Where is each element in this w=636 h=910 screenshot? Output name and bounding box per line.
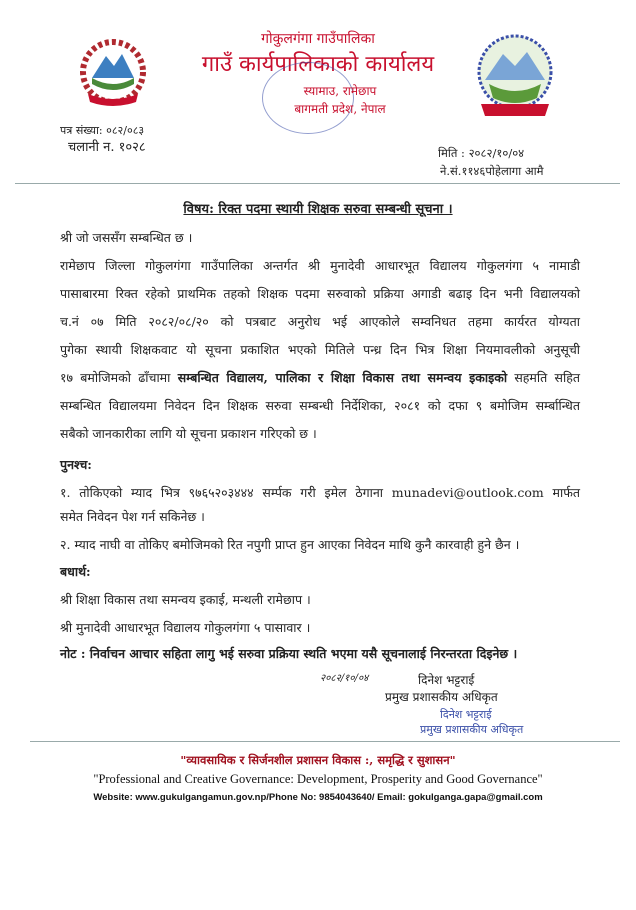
postscript-item: समेत निवेदन पेश गर्न सकिनेछ । [60, 509, 205, 524]
postscript-item: २. म्याद नाघी वा तोकिए बमोजिमको रित नपुगी प्राप्त हुन आएका निवेदन माथि कुनै कारवाही हुने छैन । [60, 537, 520, 552]
reference-number: पत्र संख्या: ०८२/०८३ [60, 124, 145, 137]
body-line: पासाबारमा रिक्त रहेको प्राथमिक तहको शिक्षक पदमा सरुवाको प्रक्रिया अगाडी बढाइ दिन भनी विद्यालयको [60, 286, 580, 301]
address-line-2: बागमती प्रदेश, नेपाल [294, 102, 386, 116]
dispatch-number: चलानी न. १०२८ [68, 140, 146, 155]
cc-heading: बधार्थ: [60, 564, 91, 579]
postscript-heading: पुनश्च: [60, 457, 92, 472]
office-name: गोकुलगंगा गाउँपालिका [261, 31, 375, 47]
office-title: गाउँ कार्यपालिकाको कार्यालय [201, 52, 435, 77]
motto-english: "Professional and Creative Governance: Development, Prosperity and Good Governance" [93, 772, 543, 786]
body-text-bold: सम्बन्धित विद्यालय, पालिका र शिक्षा विकास तथा समन्वय इकाइको [177, 370, 508, 385]
signature-date-scrawl: २०८२/१०/०४ [320, 673, 369, 684]
cc-item: श्री मुनादेवी आधारभूत विद्यालय गोकुलगंगा ५ पासावार । [60, 620, 311, 635]
signature-stamp [420, 707, 523, 737]
motto-nepali: "व्यावसायिक र सिर्जनशील प्रशासन विकास :, समृद्धि र सुशासन" [180, 753, 456, 767]
salutation: श्री जो जससँग सम्बन्धित छ । [60, 230, 193, 245]
header-divider [15, 183, 620, 184]
footer-divider [30, 741, 620, 742]
postscript-item: १. तोकिएको म्याद भित्र ९७६५२०३४४४ सर्म्पक गरी इमेल ठेगाना munadevi@outlook.com मार्फत [60, 485, 580, 500]
signatory-name: दिनेश भट्टराई [418, 673, 475, 687]
subject: विषय: रिक्त पदमा स्थायी शिक्षक सरुवा सम्बन्धी सूचना । [183, 202, 453, 217]
body-line: च.नं ०७ मिति २०८२/०८/२० को पत्रबाट अनुरोध भई आएकोले सम्वनिधत तहमा कार्यरत योग्यता [60, 314, 580, 329]
body-line: पुगेका स्थायी शिक्षकवाट यो सूचना प्रकाशित भएको मितिले पन्ध्र दिन भित्र शिक्षा नियमावलीको अनुसूची [60, 342, 580, 357]
signatory-designation: प्रमुख प्रशासकीय अधिकृत [385, 690, 498, 704]
letter-date: मिति : २०८२/१०/०४ [438, 146, 525, 160]
stamp-designation: प्रमुख प्रशासकीय अधिकृत [420, 723, 524, 736]
body-text: १७ बमोजिमको ढाँचामा [60, 370, 178, 385]
body-line: सम्बन्धित विद्यालयमा निवेदन दिन शिक्षक सरुवा सम्बन्धी निर्देशिका, २०८१ को दफा ९ बमोजिम सर्म्बान्धित [60, 398, 580, 413]
nepal-sambat-date: ने.सं.११४६पोहेलागा आमै [440, 164, 544, 178]
note: नोट : निर्वाचन आचार सहिता लागु भई सरुवा प्रक्रिया स्थति भएमा यसै सूचनालाई निरन्तरता दिइनेछ । [60, 646, 518, 661]
cc-item: श्री शिक्षा विकास तथा समन्वय इकाई, मन्थली रामेछाप । [60, 592, 311, 607]
stamp-name: दिनेश भट्टराई [440, 708, 492, 721]
body-line: सबैको जानकारीका लागि यो सूचना प्रकाशन गरिएको छ । [60, 426, 317, 441]
address-line-1: स्यामाउ, रामेछाप [303, 84, 377, 98]
body-text: सहमति सहित [507, 370, 580, 385]
body-line [60, 369, 580, 387]
contact-info: Website: www.gukulgangamun.gov.np/Phone No: 9854043640/ Email: gokulganga.gapa@gmail.com [93, 792, 543, 803]
body-line: रामेछाप जिल्ला गोकुलगंगा गाउँपालिका अन्तर्गत श्री मुनादेवी आधारभूत विद्यालय गोकुलगंगा ५ नामाडी [60, 258, 580, 273]
municipality-logo [475, 32, 555, 127]
